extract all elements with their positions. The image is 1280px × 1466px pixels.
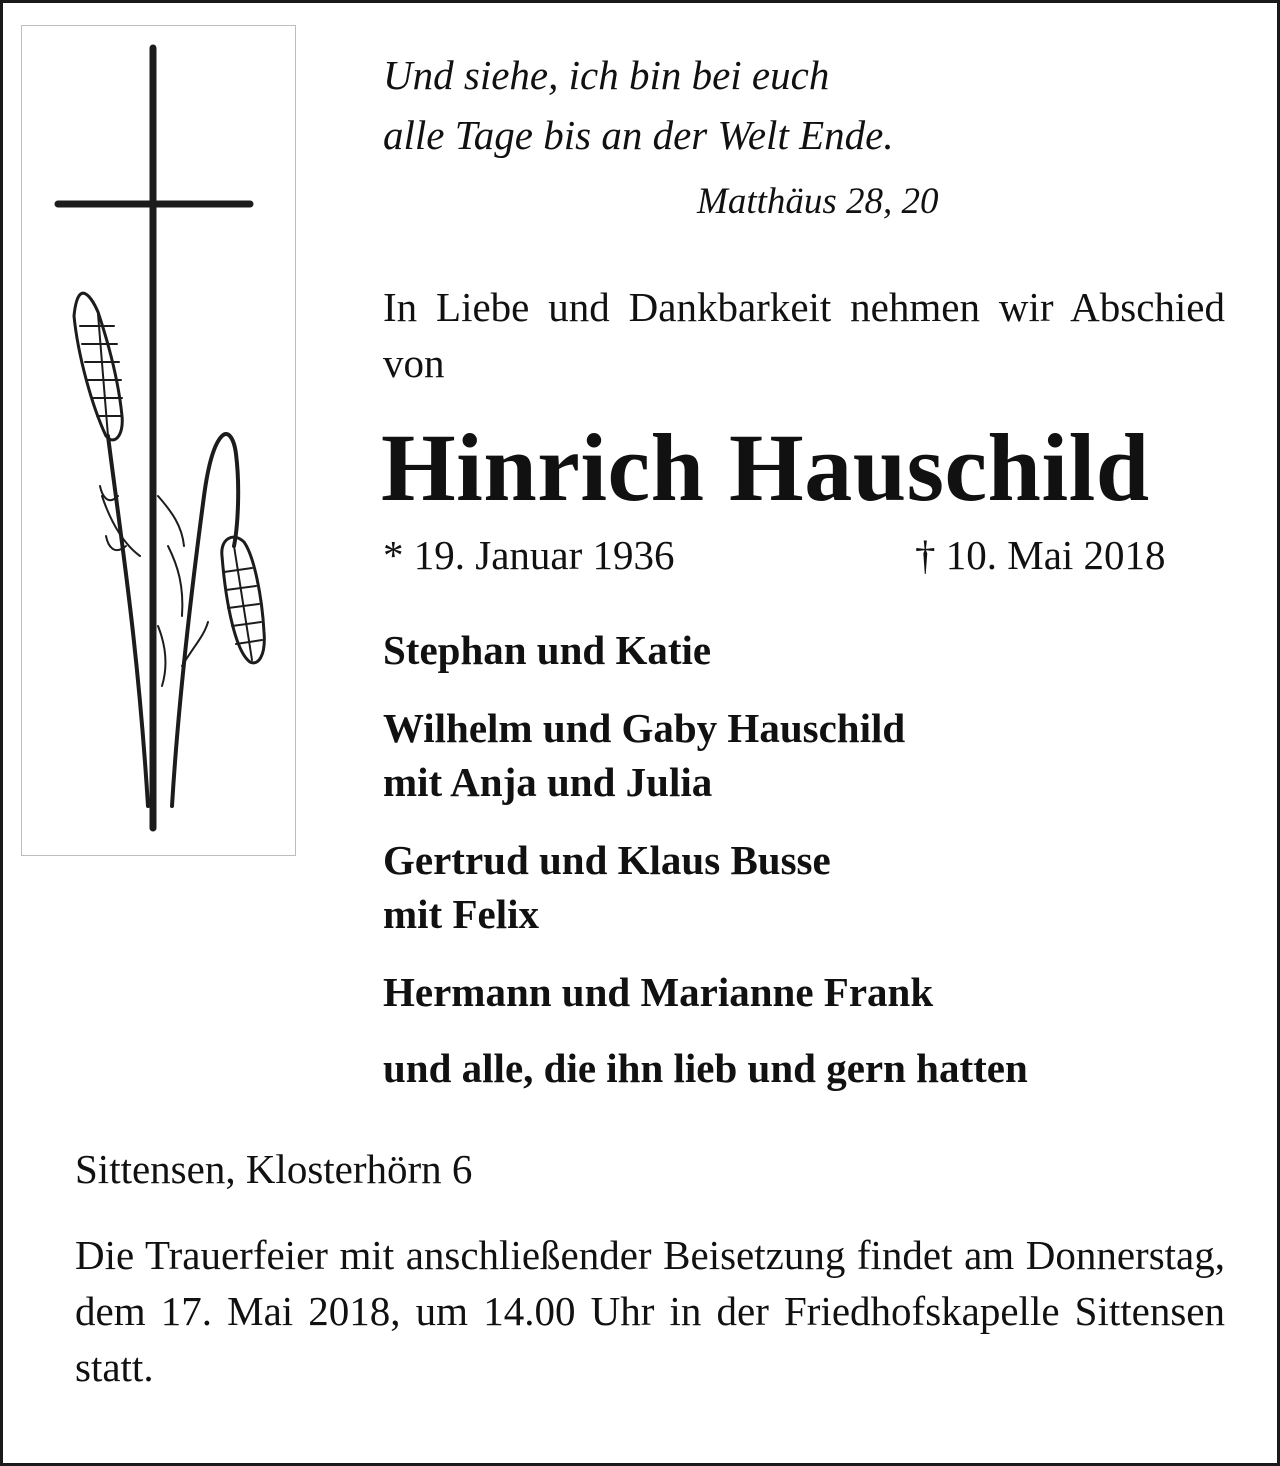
illustration-panel [21, 25, 296, 856]
mourner-line: Wilhelm und Gaby Hauschild [383, 705, 906, 751]
mourner-line: und alle, die ihn lieb und gern hatten [383, 1045, 1028, 1091]
funeral-service-text: Die Trauerfeier mit anschließender Beisetzung findet am Donnerstag, dem 17. Mai 2018, um 14.00 Uhr in der Friedhofskapelle Sittensen statt. [75, 1232, 1225, 1390]
death-date: † 10. Mai 2018 [915, 532, 1166, 578]
birth-date: * 19. Januar 1936 [383, 532, 675, 578]
cross-with-wheat-icon [22, 26, 297, 857]
verse-line-2: alle Tage bis an der Welt Ende. [383, 112, 894, 158]
verse-line-1: Und siehe, ich bin bei euch [383, 52, 830, 98]
mourner-line: Hermann und Marianne Frank [383, 969, 934, 1015]
mourner-line: Stephan und Katie [383, 627, 712, 673]
bible-verse [383, 45, 894, 165]
mourner-line: Gertrud und Klaus Busse [383, 837, 831, 883]
mourner-line: mit Felix [383, 891, 539, 937]
mourner-line: mit Anja und Julia [383, 759, 713, 805]
deceased-name: Hinrich Hauschild [381, 414, 1150, 521]
verse-reference: Matthäus 28, 20 [697, 181, 939, 222]
intro-text: In Liebe und Dankbarkeit nehmen wir Abschied von [383, 284, 1225, 386]
address: Sittensen, Klosterhörn 6 [75, 1146, 473, 1192]
